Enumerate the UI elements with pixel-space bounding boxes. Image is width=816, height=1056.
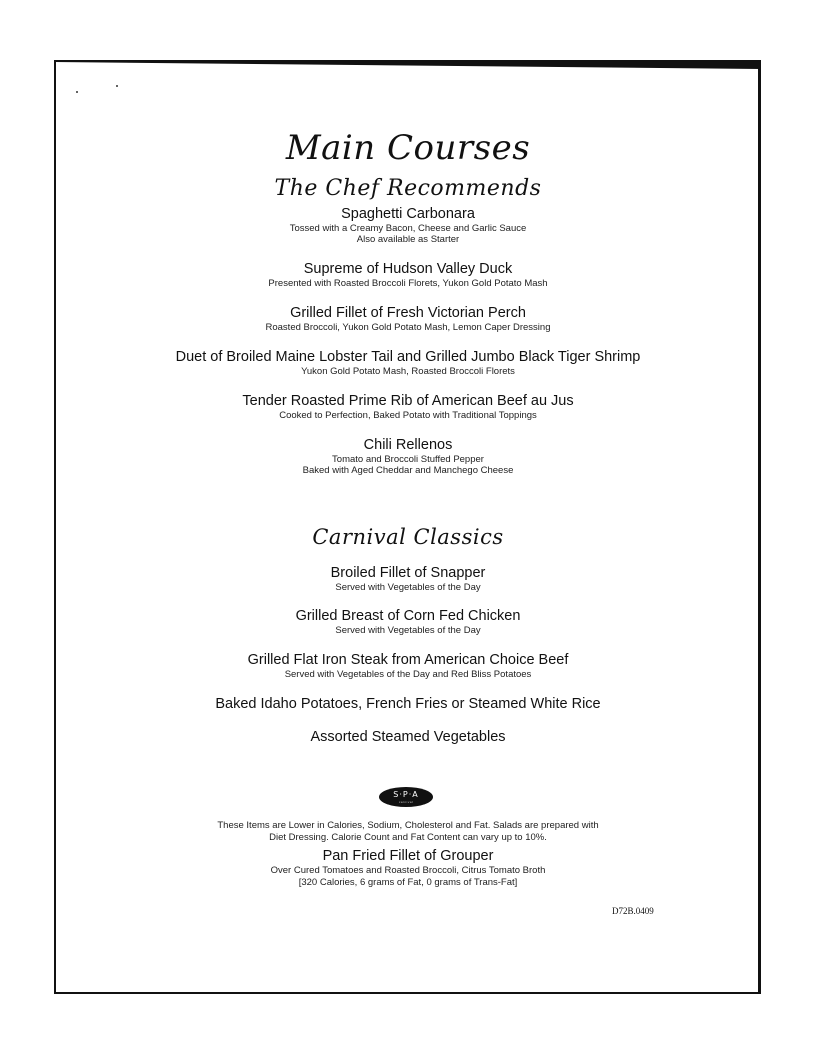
menu-item — [0, 608, 816, 636]
menu-item — [0, 261, 816, 289]
menu-item-name: Grilled Flat Iron Steak from American Choice Beef — [247, 652, 569, 668]
menu-item-name: Baked Idaho Potatoes, French Fries or Steamed White Rice — [215, 696, 601, 712]
menu-item-desc: Also available as Starter — [356, 234, 460, 245]
menu-item-desc: Served with Vegetables of the Day — [335, 625, 481, 636]
health-notice — [210, 820, 606, 844]
menu-item-name: Pan Fried Fillet of Grouper — [322, 848, 494, 864]
carnival-classics-heading: Carnival Classics — [312, 525, 504, 549]
menu-item-name: Duet of Broiled Maine Lobster Tail and Grilled Jumbo Black Tiger Shrimp — [175, 349, 641, 365]
menu-item — [0, 206, 816, 245]
menu-item-desc: Presented with Roasted Broccoli Florets, Yukon Gold Potato Mash — [268, 278, 548, 289]
menu-item-desc: Over Cured Tomatoes and Roasted Broccoli, Citrus Tomato Broth — [270, 865, 546, 876]
menu-item-desc: Baked with Aged Cheddar and Manchego Cheese — [302, 465, 514, 476]
menu-item-name: Tender Roasted Prime Rib of American Beef au Jus — [242, 393, 574, 409]
menu-item — [0, 349, 816, 377]
menu-item-desc: Yukon Gold Potato Mash, Roasted Broccoli Florets — [301, 366, 515, 377]
spa-logo-subtext: carnival — [398, 800, 414, 804]
menu-item-name: Broiled Fillet of Snapper — [330, 565, 486, 581]
menu-item — [0, 393, 816, 421]
menu-item — [0, 696, 816, 713]
menu-item-desc: Roasted Broccoli, Yukon Gold Potato Mash, Lemon Caper Dressing — [265, 322, 551, 333]
document-code: D72B.0409 — [612, 906, 654, 916]
scan-speck — [116, 85, 118, 87]
menu-item — [0, 565, 816, 593]
main-courses-heading: Main Courses — [285, 128, 531, 168]
menu-item — [0, 305, 816, 333]
menu-item — [0, 437, 816, 476]
menu-item-name: Supreme of Hudson Valley Duck — [303, 261, 513, 277]
menu-item-name: Assorted Steamed Vegetables — [310, 729, 506, 745]
spa-logo — [379, 787, 433, 807]
menu-item-desc: Served with Vegetables of the Day — [335, 582, 481, 593]
menu-item-name: Grilled Breast of Corn Fed Chicken — [295, 608, 521, 624]
health-notice-line: Diet Dressing. Calorie Count and Fat Content can vary up to 10%. — [269, 832, 547, 843]
scan-speck — [76, 91, 78, 93]
menu-item-name: Chili Rellenos — [363, 437, 453, 453]
menu-item-desc: Tossed with a Creamy Bacon, Cheese and Garlic Sauce — [289, 223, 527, 234]
spa-menu-item — [0, 848, 816, 888]
menu-item — [0, 729, 816, 746]
menu-item — [0, 652, 816, 680]
health-notice-line: These Items are Lower in Calories, Sodium, Cholesterol and Fat. Salads are prepared with — [217, 820, 599, 831]
menu-item-desc: Tomato and Broccoli Stuffed Pepper — [332, 454, 484, 465]
spa-logo-text: S·P·A — [393, 790, 419, 799]
menu-item-name: Spaghetti Carbonara — [341, 206, 475, 222]
chef-recommends-heading: The Chef Recommends — [274, 176, 542, 201]
menu-item-desc: Served with Vegetables of the Day and Red Bliss Potatoes — [284, 669, 532, 680]
menu-item-name: Grilled Fillet of Fresh Victorian Perch — [290, 305, 526, 321]
menu-item-desc: Cooked to Perfection, Baked Potato with Traditional Toppings — [279, 410, 537, 421]
menu-item-nutrition: [320 Calories, 6 grams of Fat, 0 grams of Trans-Fat] — [298, 877, 518, 888]
